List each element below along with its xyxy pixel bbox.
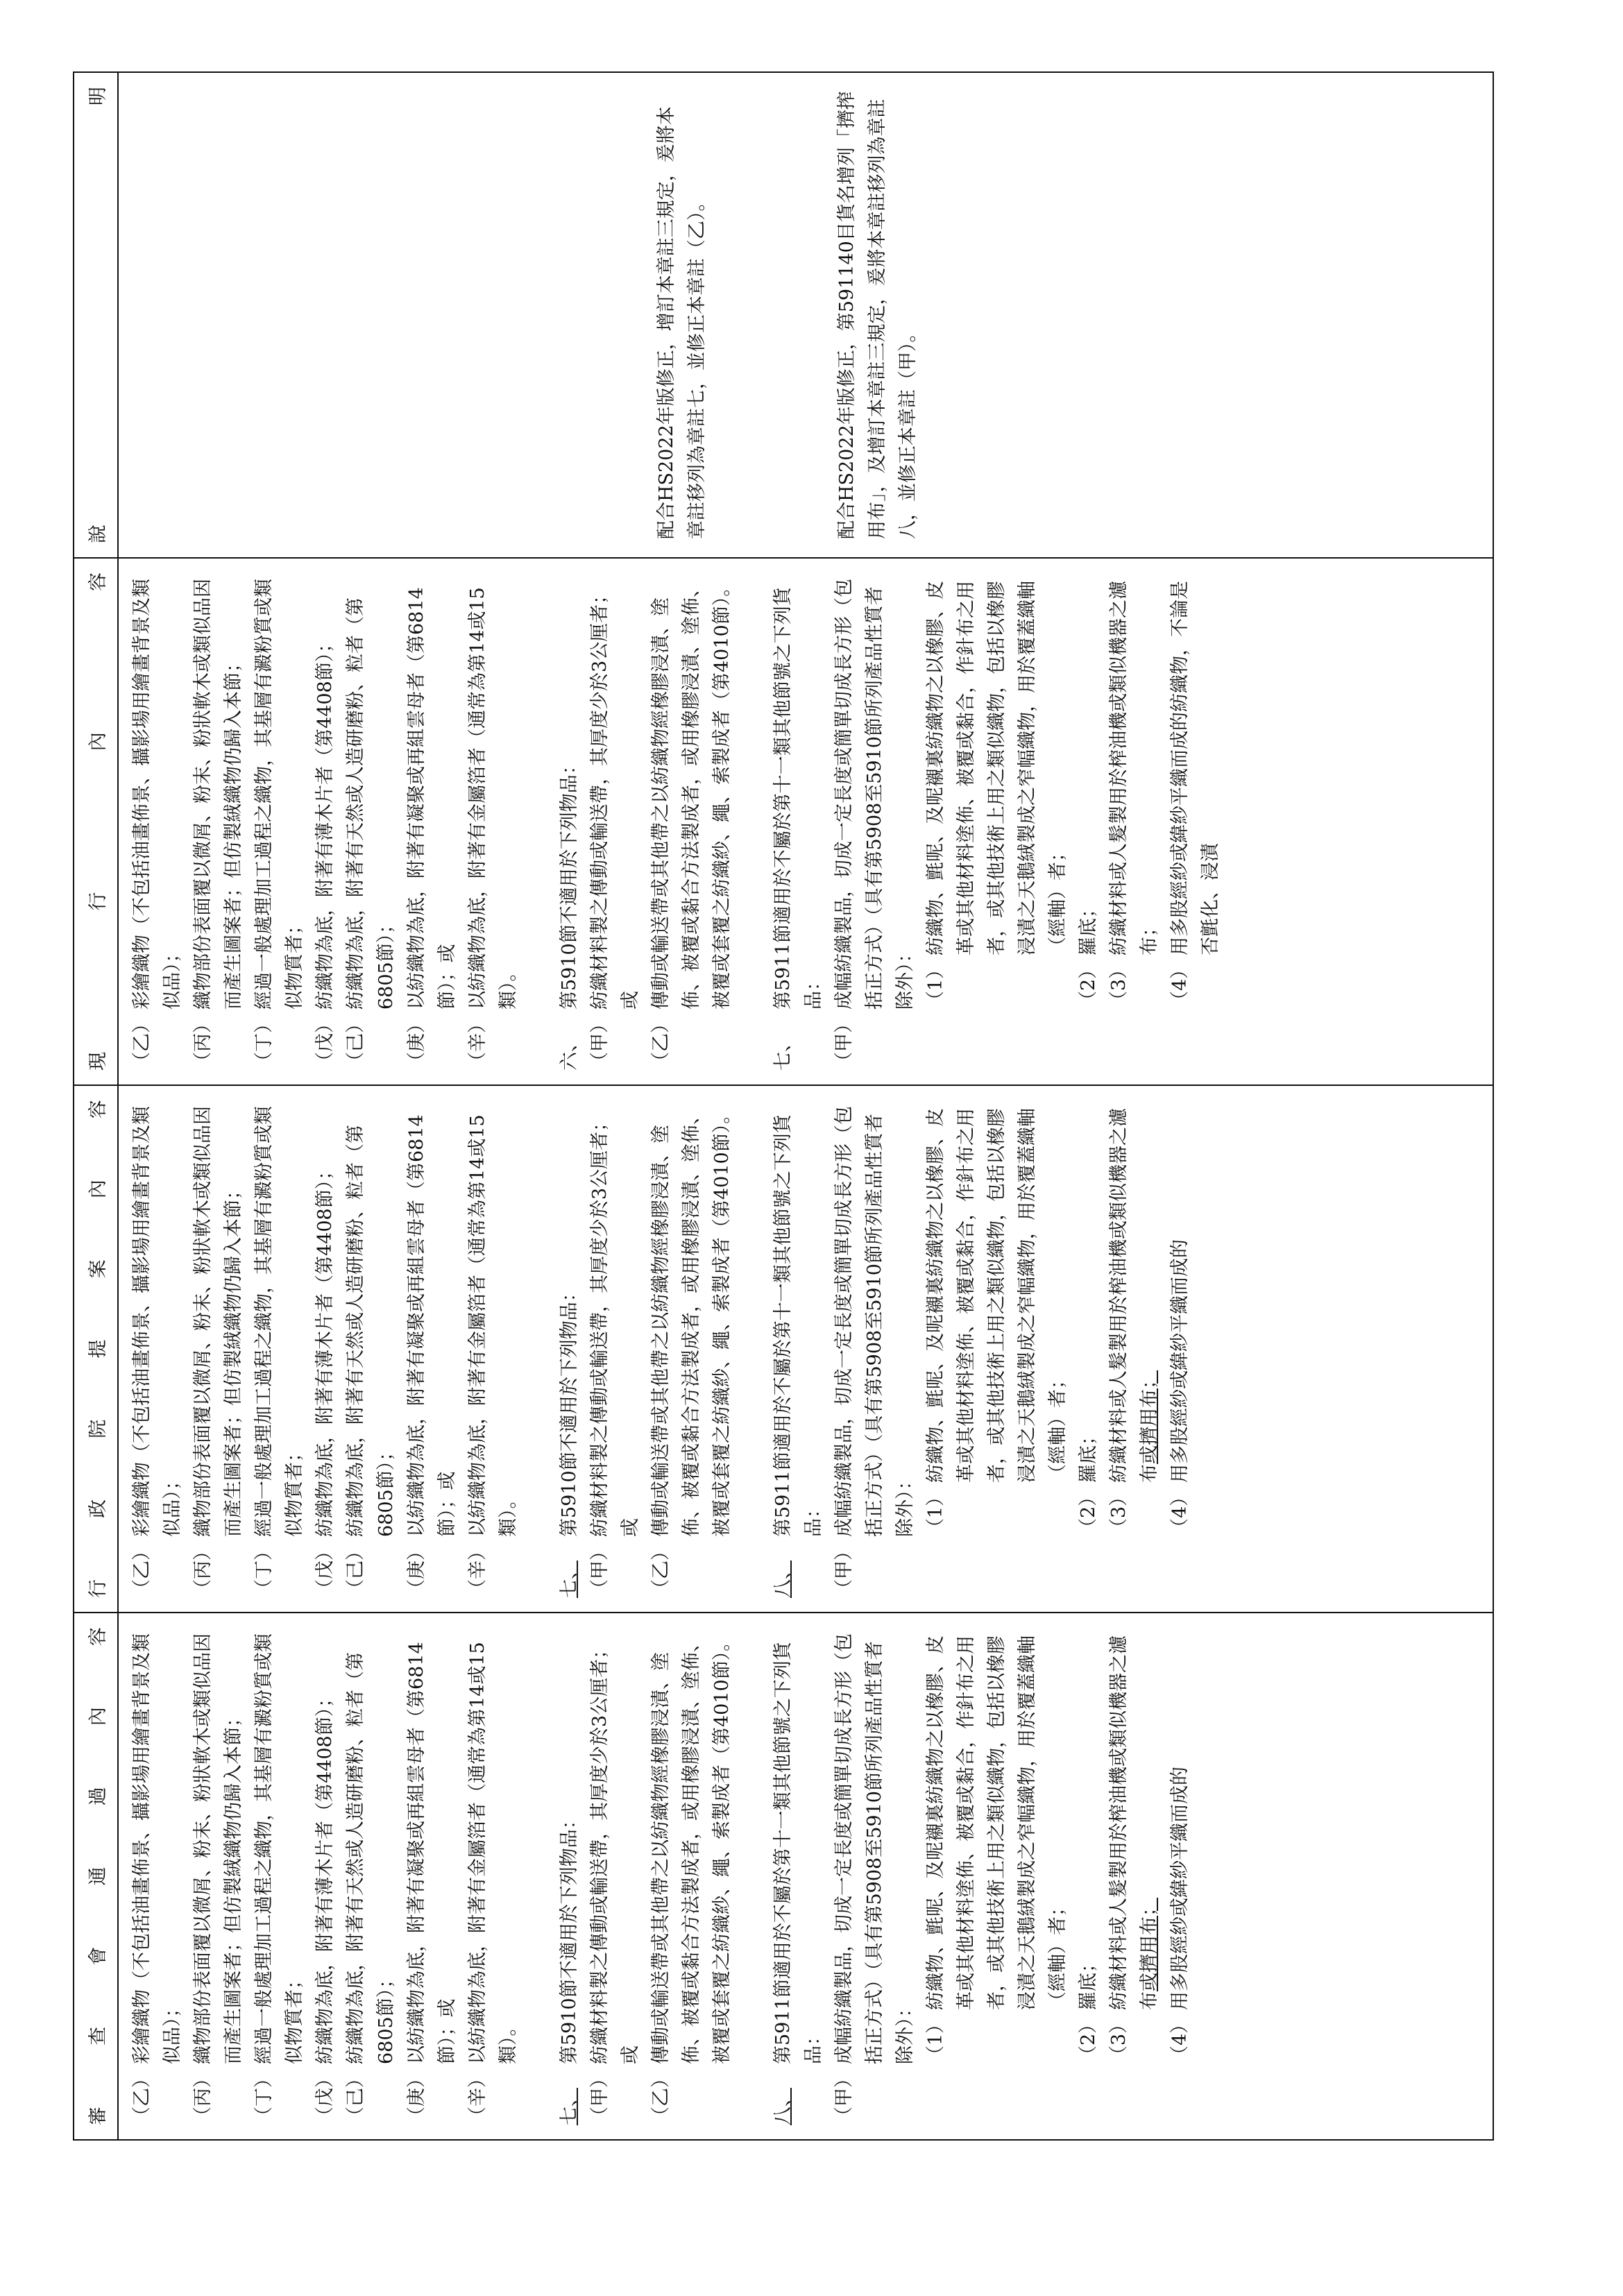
comparison-table bbox=[73, 71, 1494, 2141]
clause-text: 彩繪織物（不包括油畫佈景、攝影場用繪畫背景及類似品）； bbox=[131, 579, 183, 1010]
clause-label: （戊） bbox=[314, 1014, 336, 1071]
header-char: 審 bbox=[87, 2107, 109, 2125]
clause-item bbox=[127, 570, 188, 1071]
clause-item bbox=[249, 1624, 310, 2125]
clause-text: 經過一般處理加工過程之織物，其基層有澱粉質或類似物質者； bbox=[253, 1106, 305, 1537]
clause-text: 經過一般處理加工過程之織物，其基層有澱粉質或類似物質者； bbox=[253, 1633, 305, 2064]
clause-label: 八、 bbox=[772, 2088, 794, 2125]
clause-label: （2） bbox=[1078, 960, 1099, 1010]
clause-label: （2） bbox=[1078, 2014, 1099, 2064]
clause-text: 紡織物為底，附著有天然或人造研磨粉、粒者（第6805節）； bbox=[345, 597, 397, 1010]
clause-item bbox=[585, 1624, 646, 2125]
spacer bbox=[524, 570, 554, 1071]
clause-text: 第5910節不適用於下列物品： bbox=[559, 1810, 580, 2064]
clause-text: 用多股經紗或緯紗平織而成的 bbox=[1169, 1767, 1191, 2010]
clause-item bbox=[585, 570, 646, 1071]
clause-text: 以紡織物為底，附著有凝聚或再組雲母者（第6814節）；或 bbox=[406, 587, 458, 1010]
clause-item bbox=[1104, 1624, 1165, 2125]
clause-label: （乙） bbox=[131, 2069, 153, 2125]
clause-label: （甲） bbox=[833, 1542, 855, 1598]
spacer bbox=[738, 1097, 768, 1598]
clause-item bbox=[127, 1624, 188, 2125]
clause-label: （戊） bbox=[314, 1542, 336, 1598]
clause-text: 織物部份表面覆以微屑、粉末、粉狀軟木或類似品因而產生圖案者；但仿製絨織物仍歸入本節； bbox=[192, 579, 244, 1010]
clause-label: （庚） bbox=[406, 2069, 427, 2125]
clause-item bbox=[1104, 1097, 1165, 1598]
clause-item bbox=[310, 1097, 341, 1598]
clause-label: （丁） bbox=[253, 2069, 275, 2125]
clause-label: （庚） bbox=[406, 1014, 427, 1071]
header-committee-content bbox=[74, 1613, 118, 2140]
clause-text: 紡織物為底，附著有天然或人造研磨粉、粒者（第6805節）； bbox=[345, 1125, 397, 1537]
clause-text: 紡織物、氈呢、及呢襯裏紡織物之以橡膠、皮革或其他材料塗佈、被覆或黏合，作針布之用者，或其他技術上用之類似織物，包括以橡膠浸漬之天鵝絨製成之窄幅織物，用於覆蓋織軸（經軸）者； bbox=[925, 1108, 1069, 1483]
clause-label: 七、 bbox=[559, 1561, 580, 1598]
clause-item bbox=[1165, 570, 1226, 1071]
header-char: 政 bbox=[87, 1499, 109, 1518]
clause-item bbox=[585, 1097, 646, 1598]
clause-label: 八、 bbox=[772, 1561, 794, 1598]
header-char: 內 bbox=[87, 1707, 109, 1726]
clause-label: （乙） bbox=[131, 1014, 153, 1071]
clause-label: 七、 bbox=[559, 2088, 580, 2125]
clause-label: （甲） bbox=[589, 2069, 611, 2125]
clause-label: （辛） bbox=[467, 1014, 488, 1071]
clause-item bbox=[829, 570, 921, 1071]
clause-item bbox=[768, 1097, 829, 1598]
header-proposal-content bbox=[74, 1085, 118, 1613]
clause-item bbox=[1073, 1624, 1104, 2125]
current-content-cell bbox=[118, 558, 1493, 1085]
page-frame bbox=[73, 73, 1494, 2141]
clause-text: 第5911節適用於不屬於第十一類其他節號之下列貨品： bbox=[772, 1114, 824, 1537]
clause-item bbox=[646, 1624, 738, 2125]
header-char: 院 bbox=[87, 1419, 109, 1438]
clause-label: 六、 bbox=[559, 1033, 580, 1071]
clause-text: 成幅紡織製品，切成一定長度或簡單切成長方形（包括正方式）（具有第5908至5910節所列產品性質者除外）： bbox=[833, 579, 916, 1010]
rotated-table-wrapper bbox=[73, 73, 1494, 2141]
explanation-cell bbox=[118, 72, 1493, 558]
clause-text: 彩繪織物（不包括油畫佈景、攝影場用繪畫背景及類似品）； bbox=[131, 1633, 183, 2064]
clause-text: 以紡織物為底，附著有金屬箔者（通常為第14或15類）。 bbox=[467, 1642, 519, 2064]
clause-item bbox=[646, 1097, 738, 1598]
explanation-note-8: 配合HS2022年版修正，第591140目貨名增列「擠搾用布」，及增訂本章註三規定，爰將本章註移列為章註八，並修正本章註（甲）。 bbox=[836, 91, 919, 539]
clause-label: （1） bbox=[925, 2014, 946, 2064]
clause-text: 第5910節不適用於下列物品： bbox=[559, 1283, 580, 1537]
clause-label: （3） bbox=[1108, 1487, 1130, 1537]
clause-item bbox=[341, 1624, 402, 2125]
clause-item bbox=[341, 1097, 402, 1598]
clause-item bbox=[646, 570, 738, 1071]
clause-item bbox=[768, 570, 829, 1071]
clause-text: 羅底； bbox=[1078, 899, 1099, 955]
clause-text: 紡織物為底，附著有薄木片者（第4408節）； bbox=[314, 1688, 336, 2064]
clause-text: 以紡織物為底，附著有金屬箔者（通常為第14或15類）。 bbox=[467, 1114, 519, 1537]
committee-content-cell bbox=[118, 1613, 1493, 2140]
spacer bbox=[524, 1097, 554, 1598]
header-explanation bbox=[74, 72, 118, 558]
clause-label: （丙） bbox=[192, 2069, 214, 2125]
spacer bbox=[738, 570, 768, 1071]
clause-item bbox=[1165, 1624, 1196, 2125]
header-char: 會 bbox=[87, 1946, 109, 1966]
clause-text: 成幅紡織製品，切成一定長度或簡單切成長方形（包括正方式）（具有第5908至5910節所列產品性質者除外）： bbox=[833, 1106, 916, 1537]
clause-text: 織物部份表面覆以微屑、粉末、粉狀軟木或類似品因而產生圖案者；但仿製絨織物仍歸入本節； bbox=[192, 1106, 244, 1537]
clause-label: （甲） bbox=[833, 1014, 855, 1071]
clause-label: （辛） bbox=[467, 1542, 488, 1598]
clause-text: 紡織物為底，附著有天然或人造研磨粉、粒者（第6805節）； bbox=[345, 1652, 397, 2064]
clause-label: 七、 bbox=[772, 1033, 794, 1071]
clause-text: 傳動或輸送帶或其他帶之以紡織物經橡膠浸漬、塗佈、被覆或黏合方法製成者，或用橡膠浸漬、塗佈、被覆或套覆之紡織紗、繩、索製成者（第4010節）。 bbox=[650, 577, 733, 1010]
clause-label: （甲） bbox=[589, 1542, 611, 1598]
header-char: 行 bbox=[87, 892, 109, 911]
clause-text: 羅底； bbox=[1078, 1427, 1099, 1483]
clause-label: （1） bbox=[925, 960, 946, 1010]
header-char: 內 bbox=[87, 732, 109, 751]
clause-label: （3） bbox=[1108, 2014, 1130, 2064]
clause-text: 紡織材料或人髮製用於榨油機或類似機器之濾布； bbox=[1108, 581, 1160, 955]
clause-label: （乙） bbox=[650, 1542, 672, 1598]
clause-item bbox=[921, 1097, 1073, 1598]
clause-text: 用多股經紗或緯紗平織而成的 bbox=[1169, 1239, 1191, 1483]
clause-item bbox=[1073, 570, 1104, 1071]
clause-label: （4） bbox=[1169, 2014, 1191, 2064]
amended-text: 或擠用布； bbox=[1139, 1898, 1160, 1991]
clause-item bbox=[310, 1624, 341, 2125]
clause-text: 紡織材料或人髮製用於榨油機或類似機器之濾布 bbox=[1108, 1635, 1160, 2010]
clause-text: 成幅紡織製品，切成一定長度或簡單切成長方形（包括正方式）（具有第5908至5910節所列產品性質者除外）： bbox=[833, 1633, 916, 2064]
clause-text: 以紡織物為底，附著有凝聚或再組雲母者（第6814節）；或 bbox=[406, 1114, 458, 1537]
header-char: 過 bbox=[87, 1787, 109, 1806]
clause-item bbox=[188, 570, 249, 1071]
clause-item bbox=[921, 1624, 1073, 2125]
clause-text: 第5910節不適用於下列物品： bbox=[559, 756, 580, 1010]
clause-item bbox=[554, 1097, 585, 1598]
header-char: 說 bbox=[87, 525, 109, 543]
header-char: 內 bbox=[87, 1180, 109, 1199]
clause-item bbox=[768, 1624, 829, 2125]
clause-item bbox=[402, 570, 463, 1071]
clause-label: （丁） bbox=[253, 1014, 275, 1071]
clause-item bbox=[1104, 570, 1165, 1071]
clause-text: 以紡織物為底，附著有金屬箔者（通常為第14或15類）。 bbox=[467, 587, 519, 1010]
clause-text: 羅底； bbox=[1078, 1954, 1099, 2010]
spacer bbox=[524, 1624, 554, 2125]
clause-item bbox=[554, 1624, 585, 2125]
clause-label: （己） bbox=[345, 2069, 366, 2125]
clause-item bbox=[249, 570, 310, 1071]
header-char: 容 bbox=[87, 1627, 109, 1647]
proposal-content-cell bbox=[118, 1085, 1493, 1613]
clause-text: 經過一般處理加工過程之織物，其基層有澱粉質或類似物質者； bbox=[253, 579, 305, 1010]
header-char: 通 bbox=[87, 1866, 109, 1886]
clause-item bbox=[829, 1624, 921, 2125]
clause-text: 織物部份表面覆以微屑、粉末、粉狀軟木或類似品因而產生圖案者；但仿製絨織物仍歸入本節； bbox=[192, 1633, 244, 2064]
clause-item bbox=[341, 570, 402, 1071]
clause-item bbox=[463, 570, 524, 1071]
clause-label: （2） bbox=[1078, 1487, 1099, 1537]
clause-item bbox=[402, 1097, 463, 1598]
clause-item bbox=[1165, 1097, 1196, 1598]
clause-text: 傳動或輸送帶或其他帶之以紡織物經橡膠浸漬、塗佈、被覆或黏合方法製成者，或用橡膠浸漬、塗佈、被覆或套覆之紡織紗、繩、索製成者（第4010節）。 bbox=[650, 1632, 733, 2064]
clause-text: 紡織物、氈呢、及呢襯裏紡織物之以橡膠、皮革或其他材料塗佈、被覆或黏合，作針布之用者，或其他技術上用之類似織物，包括以橡膠浸漬之天鵝絨製成之窄幅織物，用於覆蓋織軸（經軸）者； bbox=[925, 581, 1069, 955]
clause-text: 紡織物為底，附著有薄木片者（第4408節）； bbox=[314, 633, 336, 1010]
clause-label: （丁） bbox=[253, 1542, 275, 1598]
header-char: 案 bbox=[87, 1259, 109, 1279]
header-char: 容 bbox=[87, 1100, 109, 1119]
clause-text: 紡織物為底，附著有薄木片者（第4408節）； bbox=[314, 1161, 336, 1537]
clause-text: 紡織材料或人髮製用於榨油機或類似機器之濾布 bbox=[1108, 1108, 1160, 1483]
clause-label: （庚） bbox=[406, 1542, 427, 1598]
clause-label: （乙） bbox=[650, 2069, 672, 2125]
spacer bbox=[738, 1624, 768, 2125]
clause-label: （乙） bbox=[131, 1542, 153, 1598]
clause-label: （戊） bbox=[314, 2069, 336, 2125]
clause-label: （丙） bbox=[192, 1542, 214, 1598]
clause-text: 紡織材料製之傳動或輸送帶，其厚度少於3公厘者；或 bbox=[589, 585, 641, 1010]
clause-text: 以紡織物為底，附著有凝聚或再組雲母者（第6814節）；或 bbox=[406, 1642, 458, 2064]
clause-text: 傳動或輸送帶或其他帶之以紡織物經橡膠浸漬、塗佈、被覆或黏合方法製成者，或用橡膠浸漬、塗佈、被覆或套覆之紡織紗、繩、索製成者（第4010節）。 bbox=[650, 1105, 733, 1537]
clause-item bbox=[310, 570, 341, 1071]
clause-text: 紡織材料製之傳動或輸送帶，其厚度少於3公厘者；或 bbox=[589, 1112, 641, 1537]
amended-text: 或擠用布； bbox=[1139, 1370, 1160, 1464]
clause-label: （1） bbox=[925, 1487, 946, 1537]
clause-label: （丙） bbox=[192, 1014, 214, 1071]
explanation-note-7: 配合HS2022年版修正，增訂本章註三規定，爰將本章註移列為章註七，並修正本章註（乙）。 bbox=[656, 106, 708, 539]
header-current-content bbox=[74, 558, 118, 1085]
header-char: 容 bbox=[87, 572, 109, 592]
clause-item bbox=[921, 570, 1073, 1071]
clause-label: （3） bbox=[1108, 960, 1130, 1010]
clause-text: 第5911節適用於不屬於第十一類其他節號之下列貨品： bbox=[772, 1642, 824, 2064]
clause-label: （4） bbox=[1169, 960, 1191, 1010]
clause-text: 紡織物、氈呢、及呢襯裏紡織物之以橡膠、皮革或其他材料塗佈、被覆或黏合，作針布之用者，或其他技術上用之類似織物，包括以橡膠浸漬之天鵝絨製成之窄幅織物，用於覆蓋織軸（經軸）者； bbox=[925, 1635, 1069, 2010]
clause-item bbox=[127, 1097, 188, 1598]
clause-label: （乙） bbox=[650, 1014, 672, 1071]
clause-label: （己） bbox=[345, 1542, 366, 1598]
header-char: 查 bbox=[87, 2026, 109, 2046]
clause-label: （甲） bbox=[833, 2069, 855, 2125]
clause-text: 彩繪織物（不包括油畫佈景、攝影場用繪畫背景及類似品）； bbox=[131, 1106, 183, 1537]
header-char: 提 bbox=[87, 1339, 109, 1359]
clause-item bbox=[249, 1097, 310, 1598]
clause-text: 用多股經紗或緯紗平織而成的紡織物，不論是否氈化、浸漬 bbox=[1169, 581, 1221, 955]
clause-label: （己） bbox=[345, 1014, 366, 1071]
header-char: 明 bbox=[87, 87, 109, 105]
clause-item bbox=[188, 1097, 249, 1598]
clause-label: （4） bbox=[1169, 1487, 1191, 1537]
clause-label: （甲） bbox=[589, 1014, 611, 1071]
clause-item bbox=[463, 1624, 524, 2125]
clause-text: 第5911節適用於不屬於第十一類其他節號之下列貨品： bbox=[772, 587, 824, 1010]
header-char: 現 bbox=[87, 1052, 109, 1071]
clause-item bbox=[1073, 1097, 1104, 1598]
clause-label: （辛） bbox=[467, 2069, 488, 2125]
clause-item bbox=[554, 570, 585, 1071]
clause-item bbox=[402, 1624, 463, 2125]
clause-text: 紡織材料製之傳動或輸送帶，其厚度少於3公厘者；或 bbox=[589, 1640, 641, 2064]
clause-item bbox=[188, 1624, 249, 2125]
header-char: 行 bbox=[87, 1579, 109, 1598]
clause-item bbox=[829, 1097, 921, 1598]
clause-item bbox=[463, 1097, 524, 1598]
